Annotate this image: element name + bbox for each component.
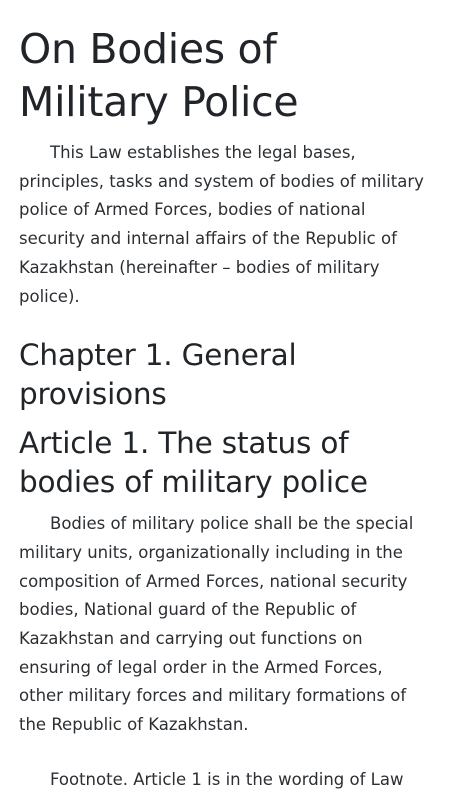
article-paragraph: Bodies of military police shall be the special military units, organizationally including in the composition of Armed Forces, national security bodies, National guard of the Republic of Kazakhstan and carrying out functions on ensuring of legal order in the Armed Forces, other military forces and military formations of the Republic of Kazakhstan. bbox=[19, 514, 414, 735]
document-body bbox=[19, 0, 431, 795]
document-title: On Bodies of Military Police bbox=[19, 25, 299, 126]
intro-paragraph: This Law establishes the legal bases, principles, tasks and system of bodies of military police of Armed Forces, bodies of national security and internal affairs of the Republic of Kazakhstan (hereinafter – bodies of military police). bbox=[19, 143, 424, 306]
footnote-paragraph: Footnote. Article 1 is in the wording of Law bbox=[50, 769, 404, 789]
chapter-heading: Chapter 1. General provisions bbox=[19, 338, 297, 412]
article-heading: Article 1. The status of bodies of military police bbox=[19, 426, 368, 500]
